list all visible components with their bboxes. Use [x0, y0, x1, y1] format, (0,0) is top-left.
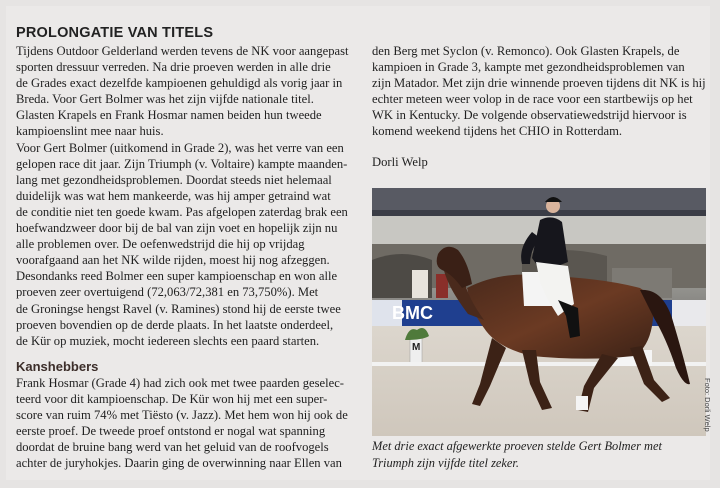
body-line: de Kür op muziek, mocht iedereen slechts een paard starten.: [16, 333, 320, 348]
author-byline: Dorli Welp: [372, 155, 428, 169]
body-line: alle problemen over. De oefenwedstrijd die hij op vrijdag: [16, 237, 305, 252]
body-line: den Berg met Syclon (v. Remonco). Ook Glasten Krapels, de: [372, 44, 680, 58]
right-column-body: [372, 43, 707, 140]
body-line: gelopen race dit jaar. Zijn Triumph (v. Voltaire) kampte maanden-: [16, 156, 348, 171]
banner-text: BMC: [392, 303, 433, 323]
body-line: duidelijk was wat hem mankeerde, was hij amper getraind wat: [16, 188, 331, 203]
dressage-photo: [372, 188, 706, 436]
body-line: de Groningse hengst Ravel (v. Ramines) stond hij de eerste twee: [16, 301, 341, 316]
photo-credit: Foto: Dorli Welp: [703, 378, 712, 432]
body-line: proeven zeer overtuigend (72,063/72,381 en 73,750%). Met: [16, 285, 319, 300]
body-line: Glasten Krapels en Frank Hosmar namen beiden hun tweede: [16, 108, 322, 123]
left-column-body-2: [16, 375, 361, 472]
body-line: sporten dressuur verreden. Na drie proeven werden in alle drie: [16, 60, 331, 75]
body-line: kampioenslint mee naar huis.: [16, 124, 164, 139]
body-line: voorafgaand aan het NK wilde rijden, moest hij nog afzeggen.: [16, 253, 330, 268]
body-line: teerd voor dit kampioenschap. De Kür won hij met een super-: [16, 392, 328, 407]
magazine-page: [6, 6, 710, 480]
body-line: komend weekend tijdens het CHIO in Rotterdam.: [372, 124, 623, 139]
photo-caption: [372, 438, 706, 471]
body-line: de Grades exact dezelfde kampioenen gehuldigd als vorig jaar in: [16, 76, 343, 91]
body-line: Breda. Voor Gert Bolmer was het zijn vijfde nationale titel.: [16, 92, 314, 107]
body-line: echter meteen weer volop in de race voor een startbewijs op het: [372, 92, 693, 107]
body-line: proeven bovendien op de derde plaats. In het laatste onderdeel,: [16, 317, 334, 332]
body-line: doordat de bruine bang werd van het geluid van de roofvogels: [16, 440, 329, 455]
caption-line: Triumph zijn vijfde titel zeker.: [372, 455, 519, 470]
left-column-body: [16, 43, 361, 349]
article-title: PROLONGATIE VAN TITELS: [16, 25, 214, 41]
body-line: WK in Kentucky. De volgende observatiewedstrijd hiervoor is: [372, 108, 687, 123]
body-line: hoefwandzweer door bij de bal van zijn voet en hopelijk zijn nu: [16, 221, 338, 236]
body-line: de conditie niet ten goede kwam. Pas afgelopen zaterdag brak een: [16, 204, 348, 219]
body-line: Frank Hosmar (Grade 4) had zich ook met twee paarden geselec-: [16, 376, 344, 390]
body-line: Tijdens Outdoor Gelderland werden tevens de NK voor aangepast: [16, 44, 349, 58]
body-line: Desondanks reed Bolmer een super kampioenschap en won alle: [16, 269, 338, 284]
body-line: Voor Gert Bolmer (uitkomend in Grade 2), was het verre van een: [16, 140, 344, 155]
body-line: eerste proef. De tweede proef ontstond er nogal wat spanning: [16, 424, 326, 439]
caption-line: Met drie exact afgewerkte proeven stelde Gert Bolmer met: [372, 439, 662, 453]
body-line: score van ruim 74% met Tiësto (v. Jazz). Met hem won hij ook de: [16, 408, 348, 423]
body-line: kampioen in Grade 3, kampte met gezondheidsproblemen van: [372, 60, 685, 75]
section-subheading: Kanshebbers: [16, 359, 99, 374]
body-line: achter de juryhokjes. Daarin ging de overwinning naar Ellen van: [16, 456, 342, 471]
body-line: lang met gezondheidsproblemen. Doordat steeds niet helemaal: [16, 172, 332, 187]
letter-marker-text: M: [412, 342, 421, 353]
body-line: zijn Matador. Met zijn drie winnende proeven tijdens dit NK is hij: [372, 76, 706, 91]
